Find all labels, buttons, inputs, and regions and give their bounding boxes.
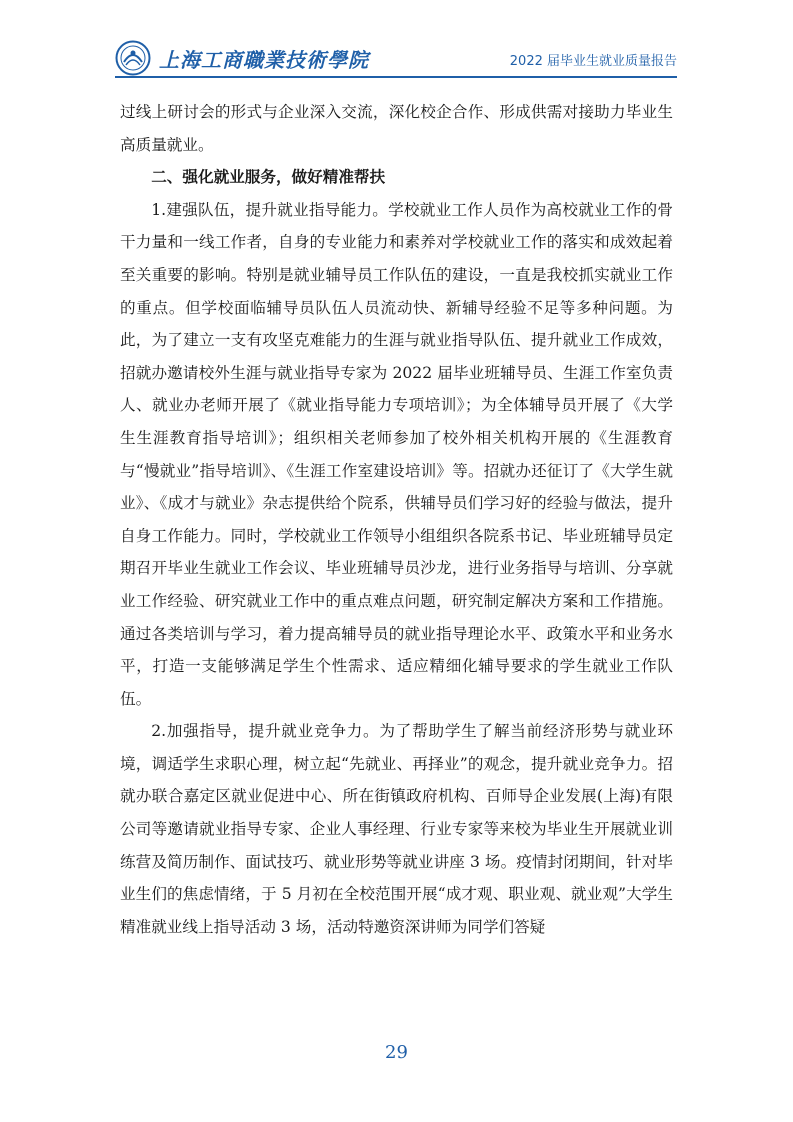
header-divider: [115, 76, 677, 78]
section-heading: 二、强化就业服务，做好精准帮扶: [151, 167, 386, 187]
paragraph-continuation: 过线上研讨会的形式与企业深入交流，深化校企合作、形成供需对接助力毕业生高质量就业。: [120, 103, 673, 154]
report-title: 2022 届毕业生就业质量报告: [509, 54, 677, 69]
paragraph-team-building: 1.建强队伍，提升就业指导能力。学校就业工作人员作为高校就业工作的骨干力量和一线工作者，自身的专业能力和素养对学校就业工作的落实和成效起着至关重要的影响。特别是就业辅导员工作队伍的建设，一直是我校抓实就业工作的重点。但学校面临辅导员队伍人员流动快、新辅导经验不足等多种问题。为此，为了建立一支有攻坚克难能力的生涯与就业指导队伍、提升就业工作成效，招就办邀请校外生涯与就业指导专家为 2022 届毕业班辅导员、生涯工作室负责人、就业办老师开展了《就业指导能力专项培训》；为全体辅导员开展了《大学生生涯教育指导培训》；组织相关老师参加了校外相关机构开展的《生涯教育与“慢就业”指导培训》、《生涯工作室建设培训》等。招就办还征订了《大学生就业》、《成才与就业》杂志提供给个院系，供辅导员们学习好的经验与做法，提升自身工作能力。同时，学校就业工作领导小组组织各院系书记、毕业班辅导员定期召开毕业生就业工作会议、毕业班辅导员沙龙，进行业务指导与培训、分享就业工作经验、研究就业工作中的重点难点问题，研究制定解决方案和工作措施。通过各类培训与学习，着力提高辅导员的就业指导理论水平、政策水平和业务水平，打造一支能够满足学生个性需求、适应精细化辅导要求的学生就业工作队伍。: [120, 200, 673, 708]
page-number: 29: [385, 1042, 408, 1063]
page-header: [115, 38, 677, 82]
school-emblem-icon: [115, 40, 151, 76]
school-name: 上海工商職業技術學院: [159, 48, 369, 72]
paragraph-guidance: 2.加强指导，提升就业竞争力。为了帮助学生了解当前经济形势与就业环境，调适学生求职心理，树立起“先就业、再择业”的观念，提升就业竞争力。招就办联合嘉定区就业促进中心、所在街镇政府机构、百师导企业发展(上海)有限公司等邀请就业指导专家、企业人事经理、行业专家等来校为毕业生开展就业训练营及简历制作、面试技巧、就业形势等就业讲座 3 场。疫情封闭期间，针对毕业生们的焦虑情绪，于 5 月初在全校范围开展“成才观、职业观、就业观”大学生精准就业线上指导活动 3 场，活动特邀资深讲师为同学们答疑: [120, 722, 673, 936]
document-body: [120, 96, 673, 943]
